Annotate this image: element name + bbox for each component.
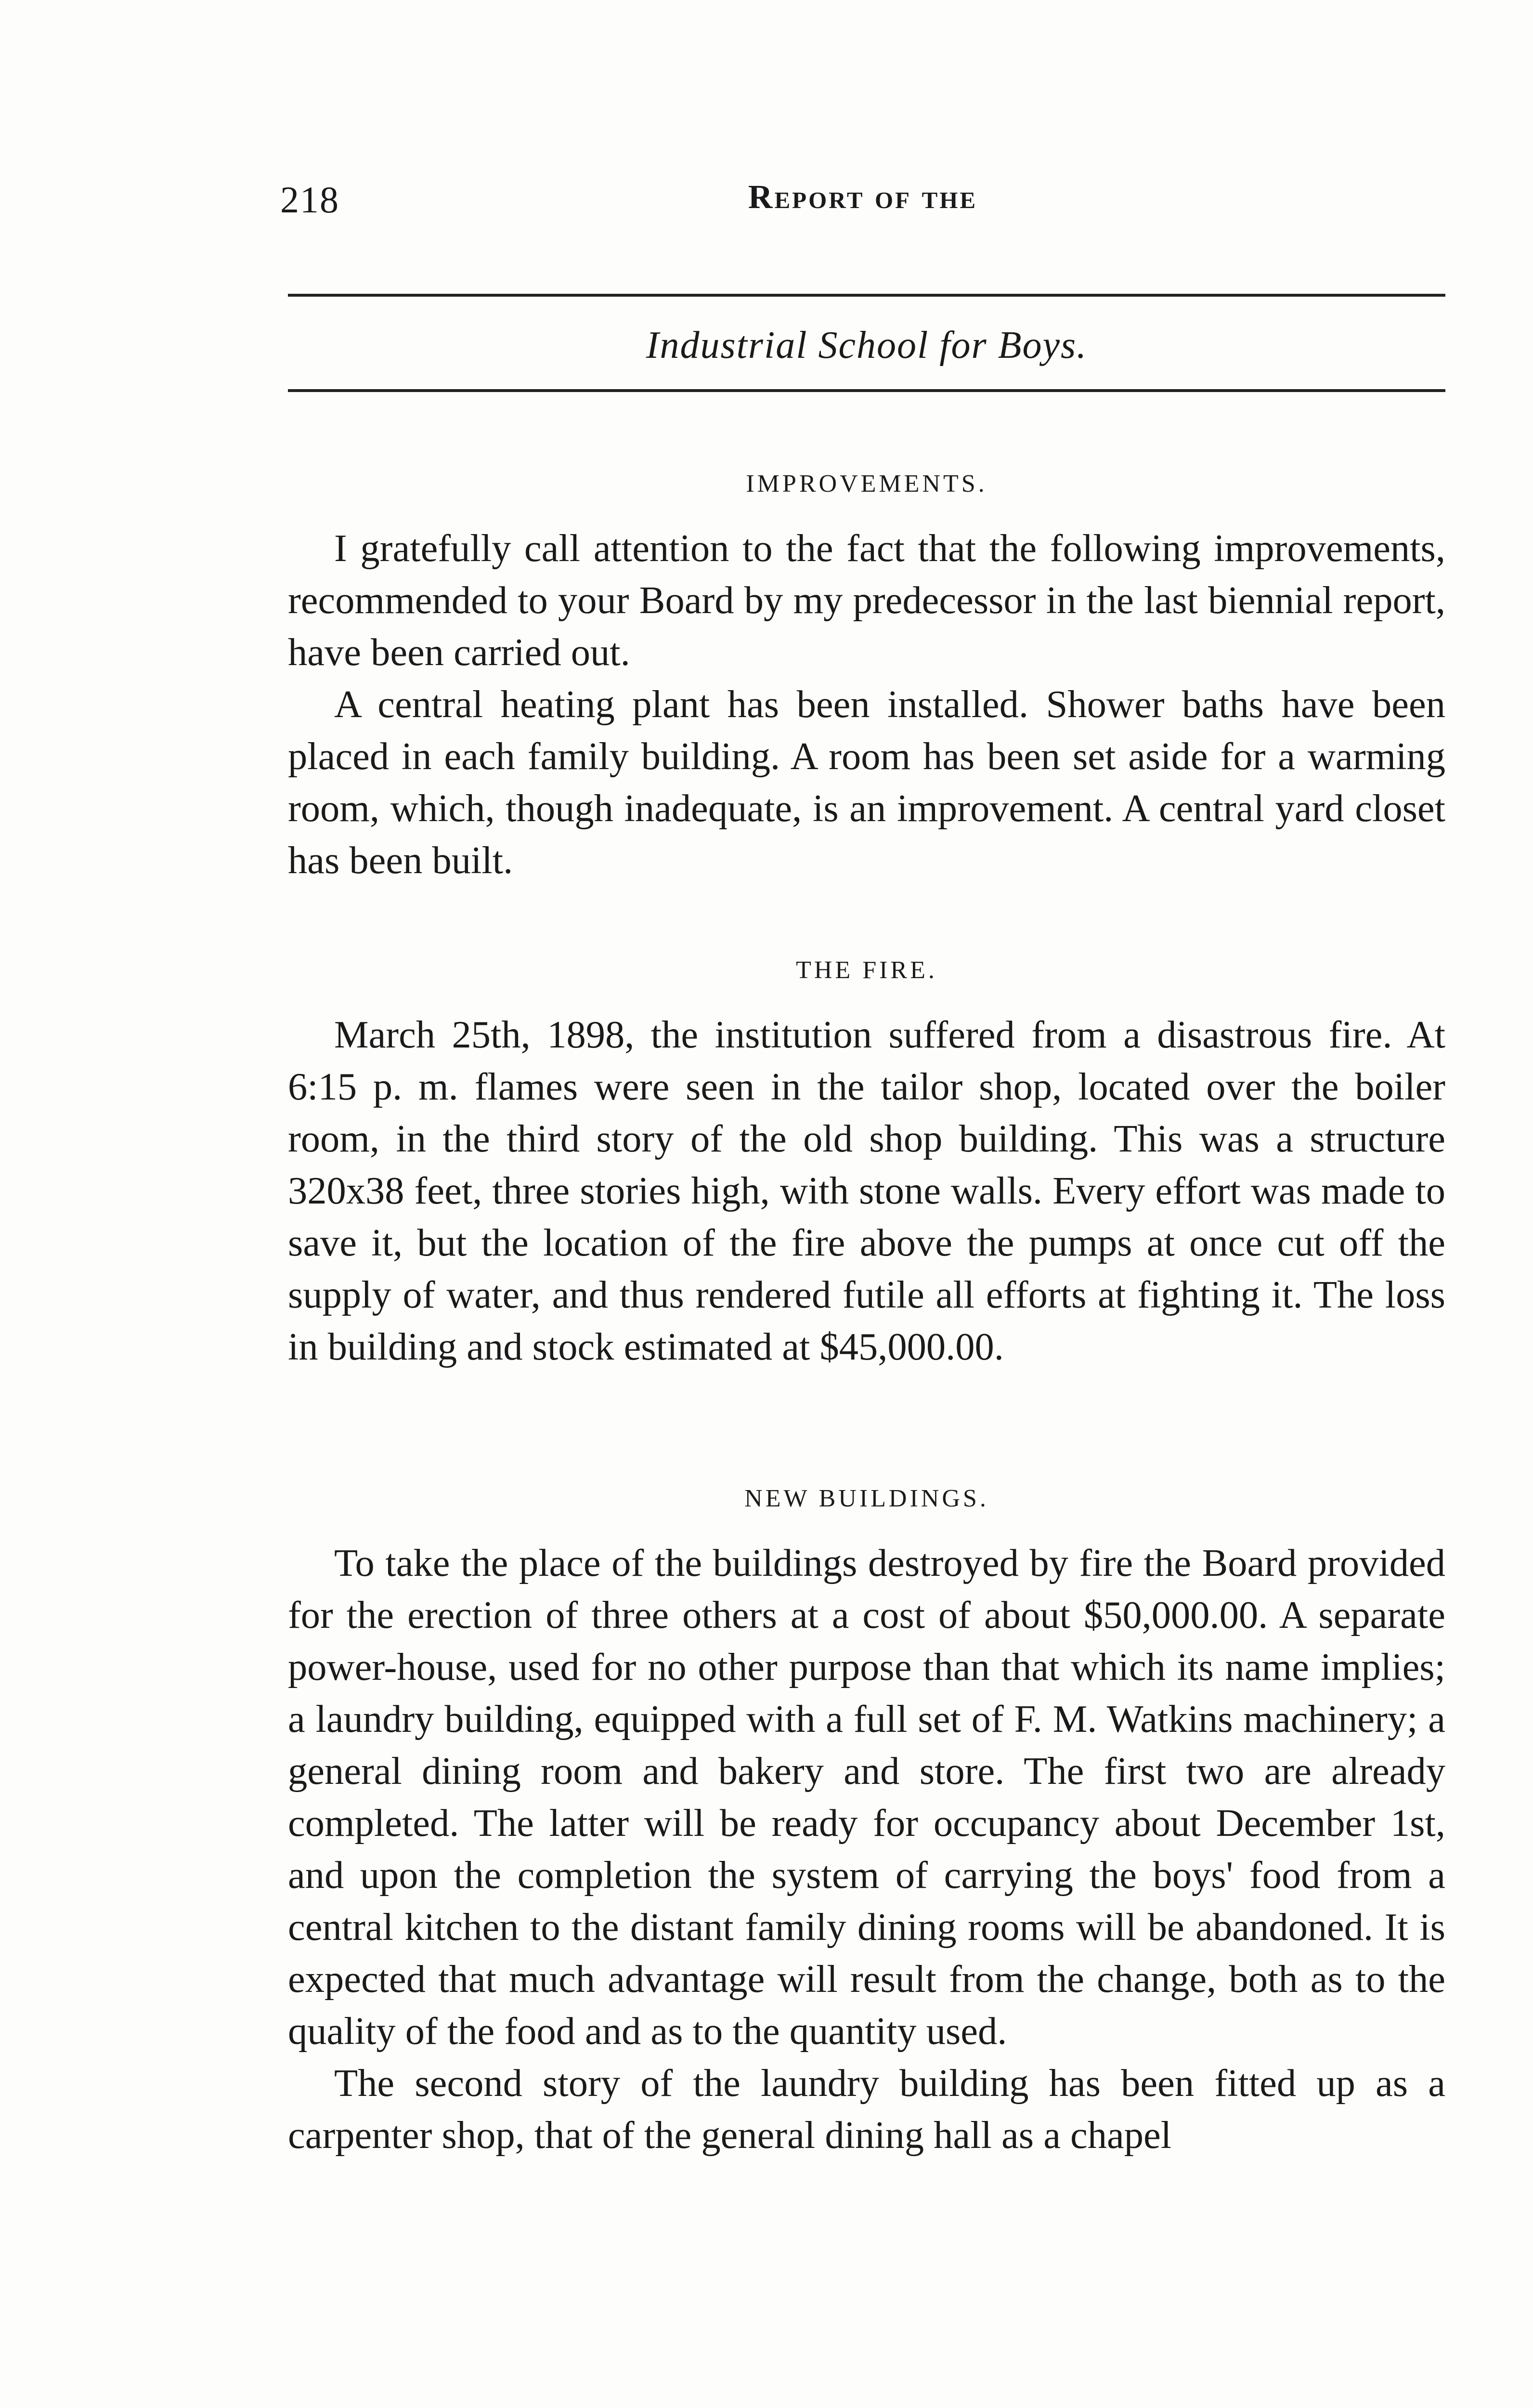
bottom-rule bbox=[288, 389, 1445, 392]
running-head bbox=[280, 178, 1445, 231]
paragraph: I gratefully call attention to the fact that the following improvements, recommended to your Board by my predecessor in the last biennial report, have been carried out. bbox=[288, 527, 1445, 674]
paragraph: A central heating plant has been installed. Shower baths have been placed in each family building. A room has been set aside for a warming room, which, though inadequate, is an improvement. A central yard closet has been built. bbox=[288, 683, 1445, 882]
section-heading: NEW BUILDINGS. bbox=[744, 1485, 989, 1512]
section-heading: IMPROVEMENTS. bbox=[746, 470, 987, 497]
paragraph: To take the place of the buildings destroyed by fire the Board provided for the erection of three others at a cost of about $50,000.00. A separate power-house, used for no other purpose than that which its name implies; a laundry building, equipped with a full set of F. M. Watkins machinery; a general dining room and bakery and store. The first two are already completed. The latter will be ready for occupancy about December 1st, and upon the completion the system of carrying the boys' food from a central kitchen to the distant family dining rooms will be abandoned. It is expected that much advantage will result from the change, both as to the quality of the food and as to the quantity used. bbox=[288, 1542, 1445, 2053]
paragraph: March 25th, 1898, the institution suffered from a disastrous fire. At 6:15 p. m. flames were seen in the tailor shop, located over the boiler room, in the third story of the old shop building. This was a structure 320x38 feet, three stories high, with stone walls. Every effort was made to save it, but the location of the fire above the pumps at once cut off the supply of water, and thus rendered futile all efforts at fighting it. The loss in building and stock estimated at $45,000.00. bbox=[288, 1013, 1445, 1368]
section-new-buildings bbox=[288, 1484, 1445, 2161]
paragraph: The second story of the laundry building has been fitted up as a carpenter shop, that of the general dining hall as a chapel bbox=[288, 2062, 1445, 2157]
section-the-fire bbox=[288, 956, 1445, 1373]
subtitle: Industrial School for Boys. bbox=[646, 324, 1088, 366]
page-number: 218 bbox=[280, 179, 339, 221]
section-improvements bbox=[288, 470, 1445, 887]
running-title: Report of the bbox=[748, 179, 978, 216]
top-rule bbox=[288, 294, 1445, 297]
section-heading: THE FIRE. bbox=[796, 956, 937, 984]
